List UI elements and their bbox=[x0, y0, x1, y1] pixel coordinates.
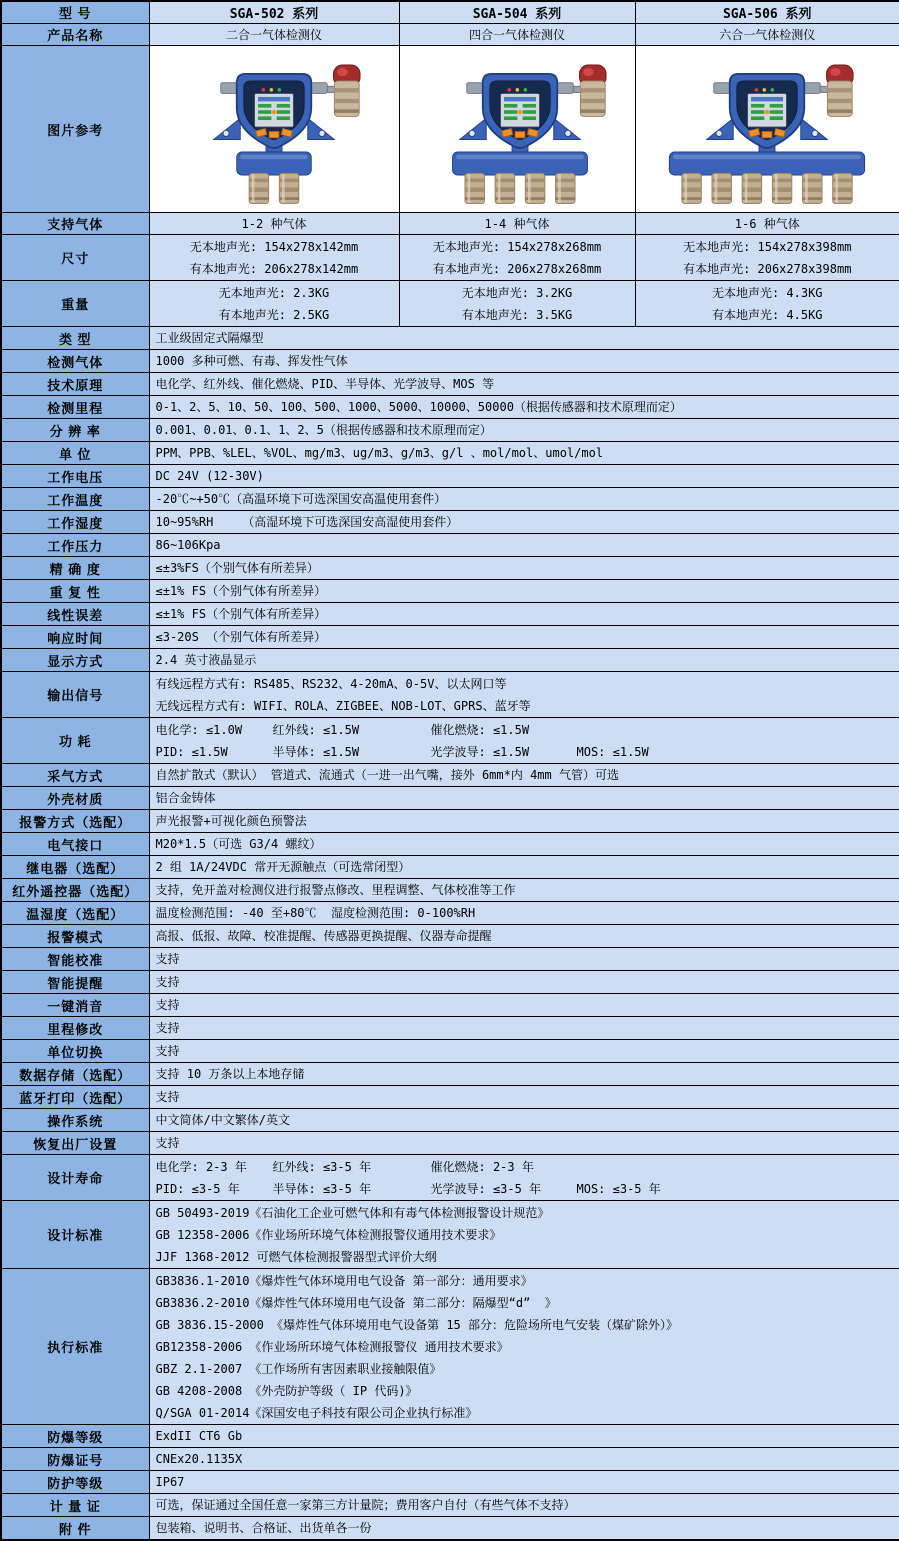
product-name-504: 四合一气体检测仪 bbox=[399, 24, 635, 46]
spec-label: 分 辨 率 bbox=[1, 419, 149, 442]
status-led bbox=[507, 88, 511, 92]
manifold bbox=[452, 151, 587, 174]
spec-value-line: 可选，保证通过全国任意一家第三方计量院；费用客户自付（有些气体不支持） bbox=[155, 1498, 576, 1512]
spec-value bbox=[149, 1517, 899, 1541]
spec-value-line: GB3836.2-2010《爆炸性气体环境用电气设备 第二部分：隔爆型“d” 》 bbox=[155, 1295, 557, 1310]
gases-506: 1-6 种气体 bbox=[635, 213, 899, 235]
size-line: 有本地声光: 206x278x398mm bbox=[683, 261, 852, 276]
spec-value bbox=[149, 1040, 899, 1063]
row-image bbox=[1, 46, 899, 213]
spec-value bbox=[149, 442, 899, 465]
spec-label: 防爆等级 bbox=[1, 1425, 149, 1448]
spec-value-line: 支持 bbox=[155, 1021, 180, 1035]
image-row-label: 图片参考 bbox=[1, 46, 149, 213]
spec-value-line: 铝合金铸体 bbox=[155, 791, 216, 805]
spec-label: 执行标准 bbox=[1, 1269, 149, 1425]
weight-line: 无本地声光: 2.3KG bbox=[218, 285, 330, 300]
size-506 bbox=[635, 235, 899, 281]
spec-row-22 bbox=[1, 879, 899, 902]
gas-detector-illustration bbox=[400, 49, 636, 207]
spec-row-1 bbox=[1, 350, 899, 373]
spec-value-segment: 半导体: ≤3-5 年 bbox=[272, 1181, 372, 1196]
row-size bbox=[1, 235, 899, 281]
product-image-506 bbox=[635, 46, 899, 213]
status-led bbox=[771, 88, 775, 92]
spec-row-26 bbox=[1, 971, 899, 994]
spec-row-13 bbox=[1, 626, 899, 649]
spec-value-line: 2 组 1A/24VDC 常开无源触点（可选常闭型） bbox=[155, 860, 411, 874]
spec-value-line: 支持 bbox=[155, 1044, 180, 1058]
spec-value bbox=[149, 1494, 899, 1517]
spec-value bbox=[149, 350, 899, 373]
model-506: SGA-506 系列 bbox=[635, 1, 899, 24]
spec-value-line: ExdII CT6 Gb bbox=[155, 1429, 243, 1443]
side-fitting bbox=[805, 82, 821, 93]
sensor-cylinder bbox=[682, 173, 702, 203]
spec-row-0 bbox=[1, 327, 899, 350]
spec-value-line: 2.4 英寸液晶显示 bbox=[155, 653, 257, 667]
spec-row-20 bbox=[1, 833, 899, 856]
spec-row-10 bbox=[1, 557, 899, 580]
spec-row-41 bbox=[1, 1517, 899, 1541]
spec-row-11 bbox=[1, 580, 899, 603]
spec-label: 工作电压 bbox=[1, 465, 149, 488]
spec-value-line: 86~106Kpa bbox=[155, 538, 221, 552]
spec-value-segment: 红外线: ≤3-5 年 bbox=[272, 1159, 372, 1174]
spec-value bbox=[149, 488, 899, 511]
spec-value-segment: PID: ≤1.5W bbox=[155, 744, 228, 759]
gases-row-label: 支持气体 bbox=[1, 213, 149, 235]
spec-value-line bbox=[156, 1156, 894, 1178]
size-row-label: 尺寸 bbox=[1, 235, 149, 281]
side-fitting bbox=[311, 82, 327, 93]
spec-row-23 bbox=[1, 902, 899, 925]
spec-value-line: GB3836.1-2010《爆炸性气体环境用电气设备 第一部分：通用要求》 bbox=[155, 1273, 533, 1288]
spec-value-segment: MOS: ≤3-5 年 bbox=[576, 1181, 661, 1196]
spec-label: 外壳材质 bbox=[1, 787, 149, 810]
size-line: 无本地声光: 154x278x398mm bbox=[683, 239, 852, 254]
status-led bbox=[763, 88, 767, 92]
spec-value bbox=[149, 1155, 899, 1201]
sensor-cylinder bbox=[555, 173, 575, 203]
detector-body bbox=[730, 73, 805, 147]
spec-row-25 bbox=[1, 948, 899, 971]
spec-label: 里程修改 bbox=[1, 1017, 149, 1040]
spec-value bbox=[149, 948, 899, 971]
gas-detector-illustration bbox=[647, 49, 887, 207]
spec-row-37 bbox=[1, 1425, 899, 1448]
spec-value-line: DC 24V (12-30V) bbox=[155, 469, 264, 483]
spec-row-7 bbox=[1, 488, 899, 511]
spec-value bbox=[149, 1132, 899, 1155]
spec-row-5 bbox=[1, 442, 899, 465]
spec-label: 一键消音 bbox=[1, 994, 149, 1017]
weight-line: 有本地声光: 3.5KG bbox=[461, 307, 573, 322]
spec-row-6 bbox=[1, 465, 899, 488]
side-fitting bbox=[466, 82, 482, 93]
spec-label: 设计寿命 bbox=[1, 1155, 149, 1201]
weight-line: 有本地声光: 4.5KG bbox=[711, 307, 823, 322]
spec-value-line: Q/SGA 01-2014《深国安电子科技有限公司企业执行标准》 bbox=[155, 1405, 478, 1420]
spec-label: 数据存储（选配） bbox=[1, 1063, 149, 1086]
spec-label: 重 复 性 bbox=[1, 580, 149, 603]
spec-row-9 bbox=[1, 534, 899, 557]
spec-value-line: 支持 bbox=[155, 998, 180, 1012]
spec-label: 智能提醒 bbox=[1, 971, 149, 994]
spec-value-line: 0-1、2、5、10、50、100、500、1000、5000、10000、50000（根据传感器和技术原理而定） bbox=[155, 400, 682, 414]
spec-label: 工作湿度 bbox=[1, 511, 149, 534]
spec-value-line: GB 3836.15-2000 《爆炸性气体环境用电气设备第 15 部分：危险场所电气安装（煤矿除外）》 bbox=[155, 1317, 678, 1332]
product-name-label: 产品名称 bbox=[1, 24, 149, 46]
spec-value-segment: 红外线: ≤1.5W bbox=[272, 722, 360, 737]
spec-value-line: 包装箱、说明书、合格证、出货单各一份 bbox=[155, 1521, 372, 1535]
spec-value-line: 自然扩散式（默认） 管道式、流通式（一进一出气嘴，接外 6mm*内 4mm 气管）可选 bbox=[155, 768, 619, 782]
model-502: SGA-502 系列 bbox=[149, 1, 399, 24]
spec-value-line: 支持 bbox=[155, 1136, 180, 1150]
spec-value-segment: 电化学: 2-3 年 bbox=[155, 1159, 247, 1174]
spec-label: 报警模式 bbox=[1, 925, 149, 948]
spec-value-line: 中文简体/中文繁体/英文 bbox=[155, 1113, 290, 1127]
spec-value-line: GB 12358-2006《作业场所环境气体检测报警仪通用技术要求》 bbox=[155, 1227, 502, 1242]
spec-value bbox=[149, 1471, 899, 1494]
spec-row-18 bbox=[1, 787, 899, 810]
row-product-name bbox=[1, 24, 899, 46]
spec-label: 工作温度 bbox=[1, 488, 149, 511]
spec-value bbox=[149, 672, 899, 718]
sensor-cylinder bbox=[712, 173, 732, 203]
status-led bbox=[270, 88, 274, 92]
side-fitting bbox=[557, 82, 573, 93]
sensor-cylinder bbox=[803, 173, 823, 203]
spec-value-line: JJF 1368-2012 可燃气体检测报警器型式评价大纲 bbox=[155, 1249, 437, 1264]
spec-value-line: PPM、PPB、%LEL、%VOL、mg/m3、ug/m3、g/m3、g/l 、mol/mol、umol/mol bbox=[155, 446, 604, 460]
product-image-504 bbox=[399, 46, 635, 213]
spec-row-21 bbox=[1, 856, 899, 879]
weight-504 bbox=[399, 281, 635, 327]
product-name-506: 六合一气体检测仪 bbox=[635, 24, 899, 46]
spec-value-line: -20℃~+50℃（高温环境下可选深国安高温使用套件） bbox=[155, 492, 447, 506]
spec-value-line: IP67 bbox=[155, 1475, 185, 1489]
spec-row-17 bbox=[1, 764, 899, 787]
spec-value-line: CNEx20.1135X bbox=[155, 1452, 243, 1466]
sensor-cylinder bbox=[833, 173, 853, 203]
manifold bbox=[237, 151, 312, 174]
model-504: SGA-504 系列 bbox=[399, 1, 635, 24]
spec-row-14 bbox=[1, 649, 899, 672]
spec-value-line: ≤3-20S （个别气体有所差异） bbox=[155, 630, 327, 644]
lcd-screen bbox=[748, 93, 787, 127]
spec-label: 采气方式 bbox=[1, 764, 149, 787]
spec-value bbox=[149, 626, 899, 649]
spec-value-line: 支持 10 万条以上本地存储 bbox=[155, 1067, 305, 1081]
status-led bbox=[262, 88, 266, 92]
spec-value-line: GBZ 2.1-2007 《工作场所有害因素职业接触限值》 bbox=[155, 1361, 442, 1376]
spec-row-16 bbox=[1, 718, 899, 764]
side-fitting bbox=[714, 82, 730, 93]
spec-label: 精 确 度 bbox=[1, 557, 149, 580]
spec-label: 检测气体 bbox=[1, 350, 149, 373]
spec-value-line: 0.001、0.01、0.1、1、2、5（根据传感器和技术原理而定） bbox=[155, 423, 492, 437]
spec-value-line: ≤±1% FS（个别气体有所差异） bbox=[155, 607, 327, 621]
size-line: 无本地声光: 154x278x142mm bbox=[189, 239, 359, 254]
spec-row-39 bbox=[1, 1471, 899, 1494]
spec-label: 工作压力 bbox=[1, 534, 149, 557]
spec-label: 类 型 bbox=[1, 327, 149, 350]
spec-value bbox=[149, 810, 899, 833]
spec-label: 红外遥控器（选配） bbox=[1, 879, 149, 902]
spec-label: 继电器（选配） bbox=[1, 856, 149, 879]
spec-value bbox=[149, 557, 899, 580]
size-504 bbox=[399, 235, 635, 281]
lcd-screen bbox=[254, 93, 293, 127]
sensor-cylinder bbox=[525, 173, 545, 203]
spec-label: 单 位 bbox=[1, 442, 149, 465]
spec-row-36 bbox=[1, 1269, 899, 1425]
spec-label: 智能校准 bbox=[1, 948, 149, 971]
weight-506 bbox=[635, 281, 899, 327]
size-502 bbox=[149, 235, 399, 281]
sensor-cylinder bbox=[742, 173, 762, 203]
weight-row-label: 重量 bbox=[1, 281, 149, 327]
weight-line: 无本地声光: 4.3KG bbox=[711, 285, 823, 300]
spec-row-32 bbox=[1, 1109, 899, 1132]
spec-row-24 bbox=[1, 925, 899, 948]
spec-label: 响应时间 bbox=[1, 626, 149, 649]
status-led bbox=[523, 88, 527, 92]
spec-value bbox=[149, 1109, 899, 1132]
spec-value bbox=[149, 1448, 899, 1471]
spec-label: 温湿度（选配） bbox=[1, 902, 149, 925]
spec-label: 蓝牙打印（选配） bbox=[1, 1086, 149, 1109]
spec-row-27 bbox=[1, 994, 899, 1017]
spec-row-4 bbox=[1, 419, 899, 442]
spec-value-line bbox=[156, 1178, 894, 1200]
size-line: 有本地声光: 206x278x268mm bbox=[432, 261, 602, 276]
size-line: 有本地声光: 206x278x142mm bbox=[189, 261, 359, 276]
spec-value-line: 支持，免开盖对检测仪进行报警点修改、里程调整、气体校准等工作 bbox=[155, 883, 516, 897]
spec-row-33 bbox=[1, 1132, 899, 1155]
spec-row-30 bbox=[1, 1063, 899, 1086]
spec-value bbox=[149, 1017, 899, 1040]
spec-label: 输出信号 bbox=[1, 672, 149, 718]
spec-value bbox=[149, 1086, 899, 1109]
spec-value-line bbox=[156, 719, 894, 741]
spec-row-29 bbox=[1, 1040, 899, 1063]
spec-value-line: GB12358-2006 《作业场所环境气体检测报警仪 通用技术要求》 bbox=[155, 1339, 509, 1354]
spec-row-12 bbox=[1, 603, 899, 626]
spec-row-34 bbox=[1, 1155, 899, 1201]
spec-value-line: 支持 bbox=[155, 1090, 180, 1104]
spec-label: 线性误差 bbox=[1, 603, 149, 626]
detector-body bbox=[482, 73, 557, 147]
spec-value-line bbox=[156, 741, 894, 763]
sensor-cylinder bbox=[279, 173, 299, 203]
spec-value bbox=[149, 534, 899, 557]
spec-row-2 bbox=[1, 373, 899, 396]
spec-value-line: 电化学、红外线、催化燃烧、PID、半导体、光学波导、MOS 等 bbox=[155, 377, 495, 391]
product-image-502 bbox=[149, 46, 399, 213]
spec-value bbox=[149, 396, 899, 419]
sensor-cylinder bbox=[495, 173, 515, 203]
manifold bbox=[670, 151, 865, 174]
product-name-502: 二合一气体检测仪 bbox=[149, 24, 399, 46]
spec-label: 电气接口 bbox=[1, 833, 149, 856]
spec-label: 报警方式（选配） bbox=[1, 810, 149, 833]
spec-value bbox=[149, 994, 899, 1017]
spec-value-segment: 电化学: ≤1.0W bbox=[155, 722, 243, 737]
size-line: 无本地声光: 154x278x268mm bbox=[432, 239, 602, 254]
status-led bbox=[515, 88, 519, 92]
spec-label: 显示方式 bbox=[1, 649, 149, 672]
spec-value bbox=[149, 718, 899, 764]
sensor-cylinder bbox=[773, 173, 793, 203]
spec-label: 计 量 证 bbox=[1, 1494, 149, 1517]
spec-value-line: 有线远程方式有: RS485、RS232、4-20mA、0-5V、以太网口等 bbox=[155, 676, 507, 691]
spec-value bbox=[149, 879, 899, 902]
spec-value bbox=[149, 419, 899, 442]
spec-label: 防爆证号 bbox=[1, 1448, 149, 1471]
spec-value bbox=[149, 373, 899, 396]
row-gases bbox=[1, 213, 899, 235]
spec-value-segment: 光学波导: ≤1.5W bbox=[430, 744, 530, 759]
spec-row-8 bbox=[1, 511, 899, 534]
spec-value bbox=[149, 1201, 899, 1269]
spec-value-line: 支持 bbox=[155, 952, 180, 966]
spec-label: 检测里程 bbox=[1, 396, 149, 419]
spec-label: 恢复出厂设置 bbox=[1, 1132, 149, 1155]
spec-value bbox=[149, 971, 899, 994]
spec-value-line: 1000 多种可燃、有毒、挥发性气体 bbox=[155, 354, 348, 368]
spec-value bbox=[149, 649, 899, 672]
spec-value bbox=[149, 1063, 899, 1086]
spec-value bbox=[149, 833, 899, 856]
spec-value bbox=[149, 1425, 899, 1448]
spec-label: 技术原理 bbox=[1, 373, 149, 396]
spec-value-segment: MOS: ≤1.5W bbox=[576, 744, 649, 759]
spec-value bbox=[149, 787, 899, 810]
spec-value-segment: 催化燃烧: 2-3 年 bbox=[430, 1159, 534, 1174]
weight-line: 有本地声光: 2.5KG bbox=[218, 307, 330, 322]
spec-value-line: GB 50493-2019《石油化工企业可燃气体和有毒气体检测报警设计规范》 bbox=[155, 1205, 550, 1220]
gases-502: 1-2 种气体 bbox=[149, 213, 399, 235]
spec-row-19 bbox=[1, 810, 899, 833]
row-weight bbox=[1, 281, 899, 327]
weight-line: 无本地声光: 3.2KG bbox=[461, 285, 573, 300]
spec-row-31 bbox=[1, 1086, 899, 1109]
spec-value bbox=[149, 327, 899, 350]
spec-row-15 bbox=[1, 672, 899, 718]
spec-value bbox=[149, 925, 899, 948]
spec-value bbox=[149, 764, 899, 787]
alarm-beacon bbox=[817, 64, 853, 115]
spec-label: 操作系统 bbox=[1, 1109, 149, 1132]
spec-label: 防护等级 bbox=[1, 1471, 149, 1494]
spec-row-3 bbox=[1, 396, 899, 419]
spec-row-35 bbox=[1, 1201, 899, 1269]
spec-value-line: 温度检测范围: -40 至+80℃ 湿度检测范围: 0-100%RH bbox=[155, 906, 476, 920]
gases-504: 1-4 种气体 bbox=[399, 213, 635, 235]
side-fitting bbox=[221, 82, 237, 93]
spec-value-line: M20*1.5（可选 G3/4 螺纹） bbox=[155, 837, 322, 851]
spec-value-segment: 光学波导: ≤3-5 年 bbox=[430, 1181, 542, 1196]
spec-label: 单位切换 bbox=[1, 1040, 149, 1063]
spec-value bbox=[149, 603, 899, 626]
status-led bbox=[755, 88, 759, 92]
alarm-beacon bbox=[569, 64, 605, 115]
lcd-screen bbox=[500, 93, 539, 127]
status-led bbox=[278, 88, 282, 92]
spec-label: 功 耗 bbox=[1, 718, 149, 764]
spec-value-segment: 半导体: ≤1.5W bbox=[272, 744, 360, 759]
spec-value bbox=[149, 856, 899, 879]
detector-body bbox=[237, 73, 312, 147]
spec-label: 附 件 bbox=[1, 1517, 149, 1541]
spec-value-line: GB 4208-2008 《外壳防护等级（ IP 代码)》 bbox=[155, 1383, 418, 1398]
spec-value-line: 工业级固定式隔爆型 bbox=[155, 331, 264, 345]
corner-label: 型 号 bbox=[1, 1, 149, 24]
spec-value bbox=[149, 1269, 899, 1425]
gas-detector-illustration bbox=[154, 49, 394, 207]
spec-value-line: 声光报警+可视化颜色预警法 bbox=[155, 814, 307, 828]
spec-value bbox=[149, 465, 899, 488]
spec-row-40 bbox=[1, 1494, 899, 1517]
spec-value bbox=[149, 902, 899, 925]
sensor-cylinder bbox=[249, 173, 269, 203]
spec-value bbox=[149, 511, 899, 534]
spec-value-line: 高报、低报、故障、校准提醒、传感器更换提醒、仪器寿命提醒 bbox=[155, 929, 492, 943]
spec-value bbox=[149, 580, 899, 603]
spec-label: 设计标准 bbox=[1, 1201, 149, 1269]
spec-value-line: ≤±3%FS（个别气体有所差异） bbox=[155, 561, 319, 575]
spec-value-segment: PID: ≤3-5 年 bbox=[155, 1181, 240, 1196]
spec-value-line: 支持 bbox=[155, 975, 180, 989]
spec-value-line: 10~95%RH （高湿环境下可选深国安高湿使用套件） bbox=[155, 515, 459, 529]
spec-row-28 bbox=[1, 1017, 899, 1040]
weight-502 bbox=[149, 281, 399, 327]
spec-row-38 bbox=[1, 1448, 899, 1471]
spec-value-segment: 催化燃烧: ≤1.5W bbox=[430, 722, 530, 737]
row-model bbox=[1, 1, 899, 24]
spec-value-line: 无线远程方式有: WIFI、ROLA、ZIGBEE、NOB-LOT、GPRS、蓝牙等 bbox=[155, 698, 531, 713]
sensor-cylinder bbox=[464, 173, 484, 203]
alarm-beacon bbox=[324, 64, 360, 115]
spec-value-line: ≤±1% FS（个别气体有所差异） bbox=[155, 584, 327, 598]
